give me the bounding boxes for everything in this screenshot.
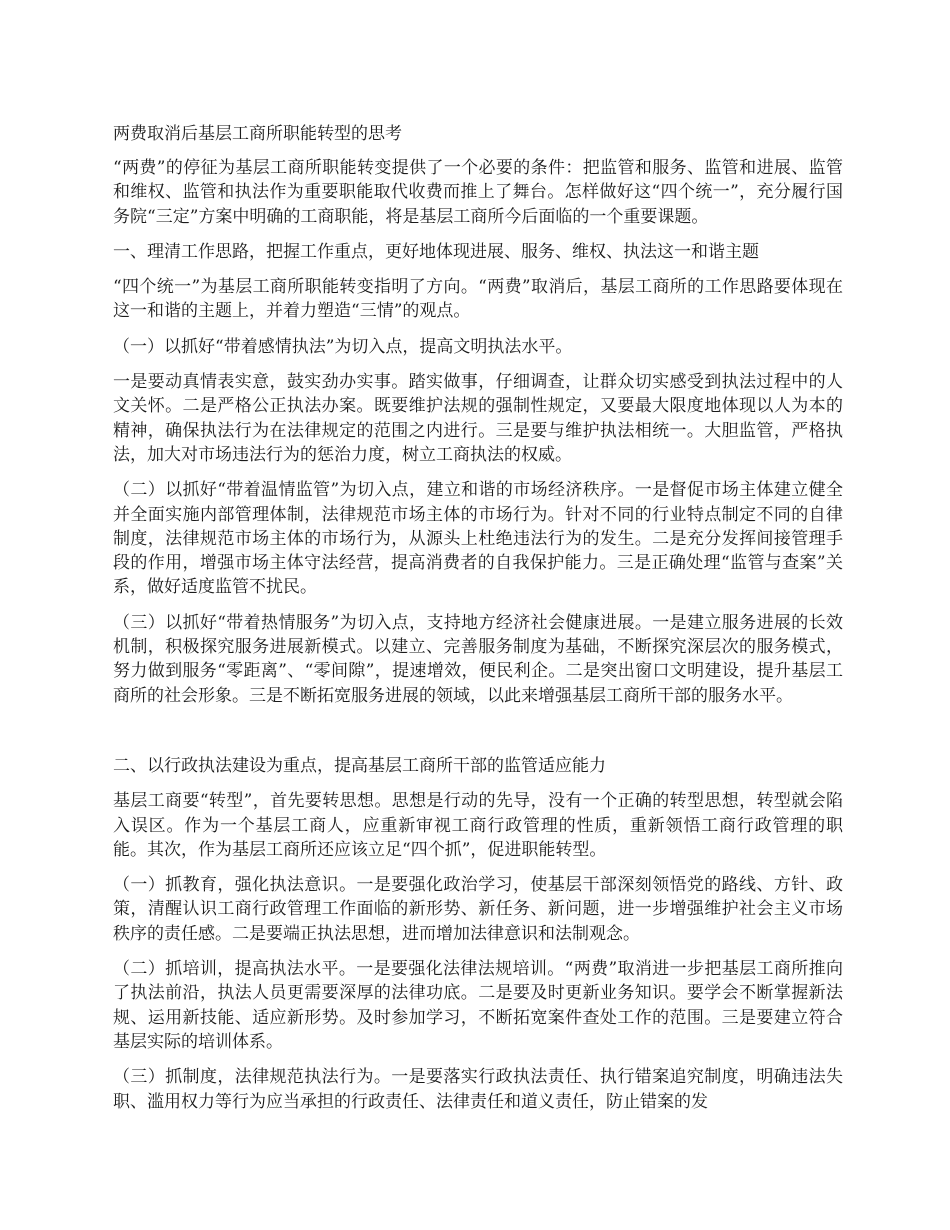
intro-paragraph: “两费”的停征为基层工商所职能转变提供了一个必要的条件：把监管和服务、监管和进展、监管和维权、监管和执法作为重要职能取代收费而推上了舞台。怎样做好这“四个统一”，充分履行国务院“三定”方案中明确的工商职能，将是基层工商所今后面临的一个重要课题。 <box>113 158 843 227</box>
section-two-intro: 基层工商要“转型”，首先要转思想。思想是行动的先导，没有一个正确的转型思想，转型就会陷入误区。作为一个基层工商人，应重新审视工商行政管理的性质，重新领悟工商行政管理的职能。其次，作为基层工商所还应该立足“四个抓”，促进职能转型。 <box>113 791 843 860</box>
section-two-heading: 二、以行政执法建设为重点，提高基层工商所干部的监管适应能力 <box>113 755 606 776</box>
section-spacer <box>113 719 843 754</box>
section-one-item-3: （三）以抓好“带着热情服务”为切入点，支持地方经济社会健康进展。一是建立服务进展的长效机制，积极探究服务进展新模式。以建立、完善服务制度为基础，不断探究深层次的服务模式，努力做到服务“零距离”、“零间隙”，提速增效，便民利企。二是突出窗口文明建设，提升基层工商所的社会形象。三是不断拓宽服务进展的领域，以此来增强基层工商所干部的服务水平。 <box>113 612 843 706</box>
section-two-item-1: （一）抓教育，强化执法意识。一是要强化政治学习，使基层干部深刻领悟党的路线、方针、政策，清醒认识工商行政管理工作面临的新形势、新任务、新问题，进一步增强维护社会主义市场秩序的责任感。二是要端正执法思想，进而增加法律意识和法制观念。 <box>113 875 843 944</box>
section-two-item-3: （三）抓制度，法律规范执法行为。一是要落实行政执法责任、执行错案追究制度，明确违法失职、滥用权力等行为应当承担的行政责任、法律责任和道义责任，防止错案的发 <box>113 1067 843 1112</box>
section-one-item-1-heading: （一）以抓好“带着感情执法”为切入点，提高文明执法水平。 <box>113 336 573 357</box>
section-one-item-2: （二）以抓好“带着温情监管”为切入点，建立和谐的市场经济秩序。一是督促市场主体建立健全并全面实施内部管理体制，法律规范市场主体的市场行为。针对不同的行业特点制定不同的自律制度，法律规范市场主体的市场行为，从源头上杜绝违法行为的发生。二是充分发挥间接管理手段的作用，增强市场主体守法经营，提高消费者的自我保护能力。三是正确处理“监管与查案”关系，做好适度监管不扰民。 <box>113 480 843 598</box>
section-one-item-1-body: 一是要动真情表实意，鼓实劲办实事。踏实做事，仔细调查，让群众切实感受到执法过程中的人文关怀。二是严格公正执法办案。既要维护法规的强制性规定，又要最大限度地体现以人为本的精神，确保执法行为在法律规定的范围之内进行。三是要与维护执法相统一。大胆监管，严格执法，加大对市场违法行为的惩治力度，树立工商执法的权威。 <box>113 372 843 465</box>
document-title: 两费取消后基层工商所职能转型的思考 <box>113 124 402 144</box>
section-two-item-2: （二）抓培训，提高执法水平。一是要强化法律法规培训。“两费”取消进一步把基层工商所推向了执法前沿，执法人员更需要深厚的法律功底。二是要及时更新业务知识。要学会不断掌握新法规、运用新技能、适应新形势。及时参加学习，不断拓宽案件查处工作的范围。三是要建立符合基层实际的培训体系。 <box>113 959 843 1052</box>
section-one-heading: 一、理清工作思路，把握工作重点，更好地体现进展、服务、维权、执法这一和谐主题 <box>113 241 759 262</box>
document-page <box>113 122 843 1125</box>
section-one-intro: “四个统一”为基层工商所职能转变指明了方向。“两费”取消后，基层工商所的工作思路要体现在这一和谐的主题上，并着力塑造“三情”的观点。 <box>113 277 843 322</box>
